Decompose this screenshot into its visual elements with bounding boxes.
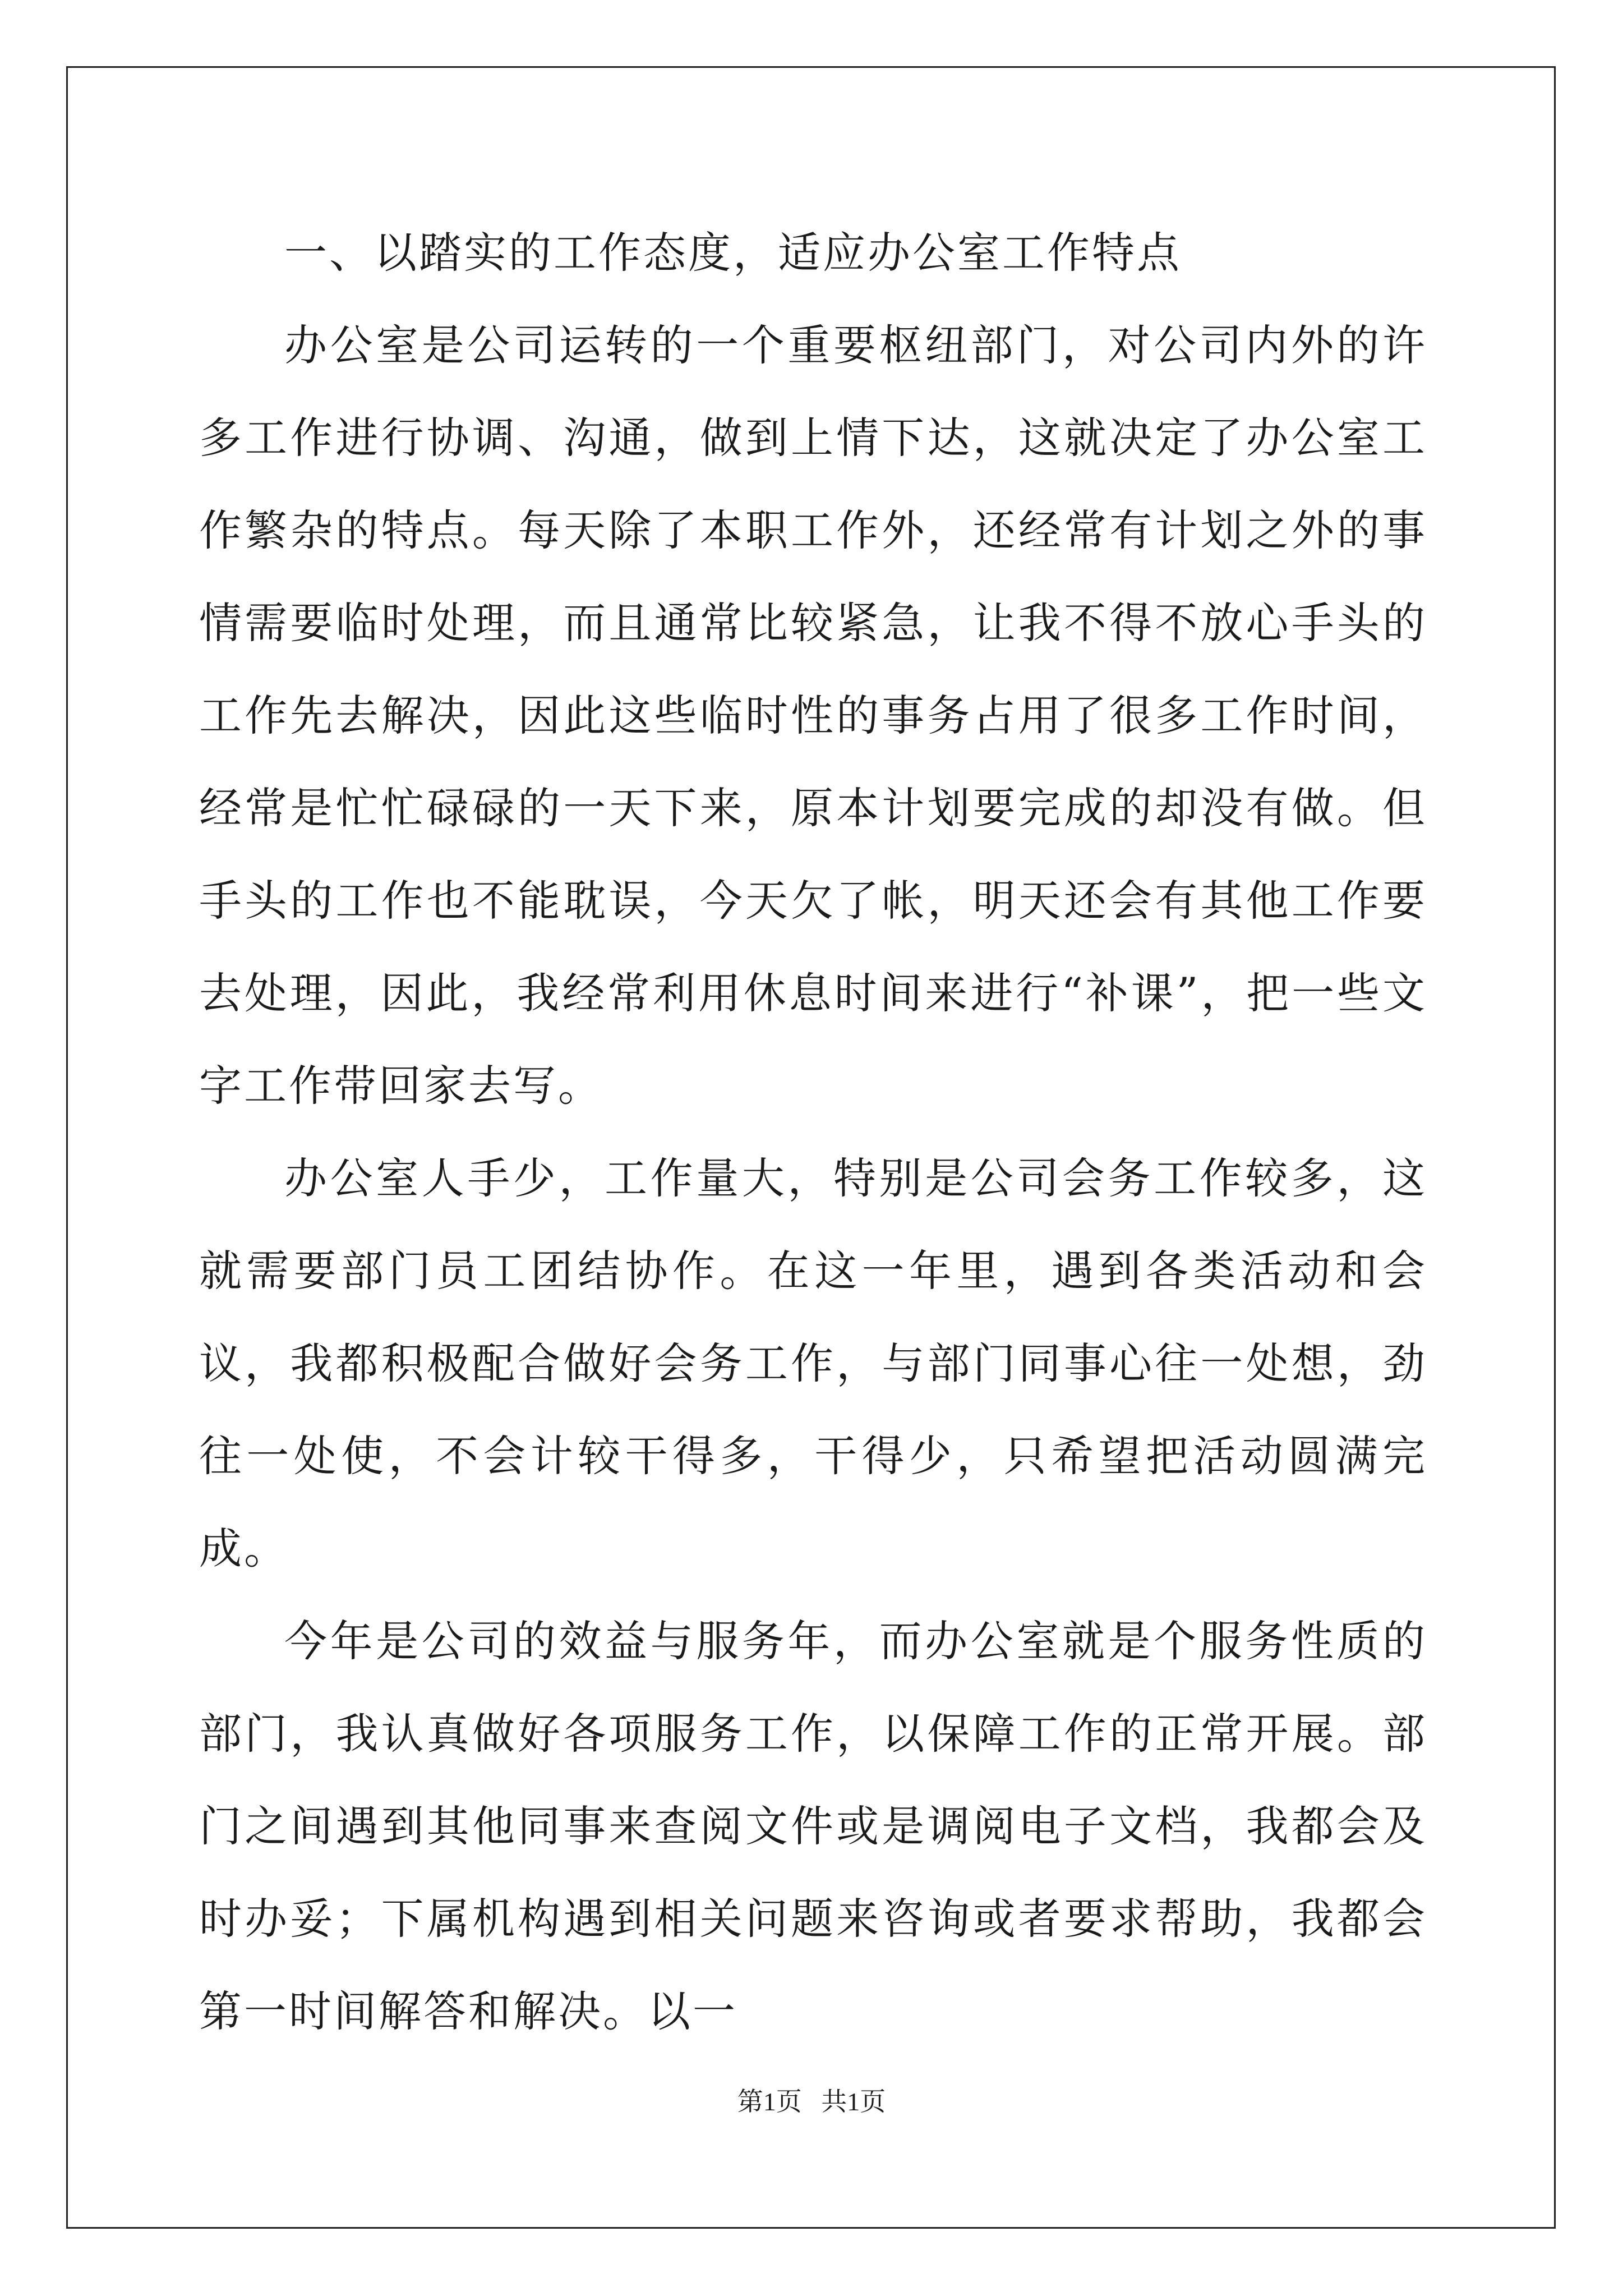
- page-number: 第1页: [737, 2087, 802, 2116]
- paragraph-3: 今年是公司的效益与服务年，而办公室就是个服务性质的部门，我认真做好各项服务工作，以保障工作的正常开展。部门之间遇到其他同事来查阅文件或是调阅电子文档，我都会及时办妥；下属机构遇到相关问题来咨询或者要求帮助，我都会第一时间解答和解决。以一: [199, 1616, 1427, 2036]
- document-body: [199, 206, 1427, 2058]
- section-heading: 一、以踏实的工作态度，适应办公室工作特点: [284, 228, 1182, 278]
- paragraph-2: 办公室人手少，工作量大，特别是公司会务工作较多，这就需要部门员工团结协作。在这一年里，遇到各类活动和会议，我都积极配合做好会务工作，与部门同事心往一处想，劲往一处使，不会计较干得多，干得少，只希望把活动圆满完成。: [199, 1153, 1427, 1573]
- paragraph-1: 办公室是公司运转的一个重要枢纽部门，对公司内外的许多工作进行协调、沟通，做到上情下达，这就决定了办公室工作繁杂的特点。每天除了本职工作外，还经常有计划之外的事情需要临时处理，而且通常比较紧急，让我不得不放心手头的工作先去解决，因此这些临时性的事务占用了很多工作时间，经常是忙忙碌碌的一天下来，原本计划要完成的却没有做。但手头的工作也不能耽误，今天欠了帐，明天还会有其他工作要去处理，因此，我经常利用休息时间来进行“补课”，把一些文字工作带回家去写。: [199, 320, 1427, 1111]
- page-footer: [0, 2081, 1623, 2118]
- page-total: 共1页: [821, 2087, 886, 2116]
